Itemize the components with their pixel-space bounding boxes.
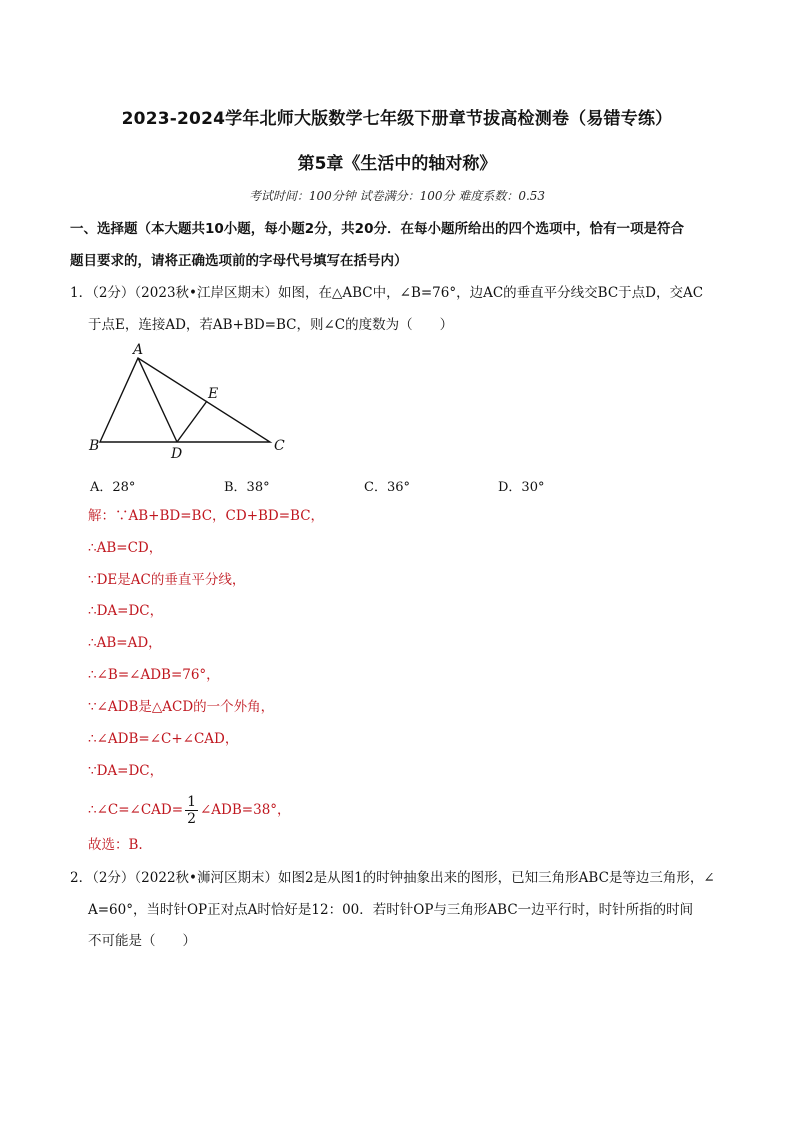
solution-line-8: ∴∠ADB=∠C+∠CAD， — [88, 731, 239, 747]
fraction-denominator: 2 — [187, 811, 196, 827]
question-2-line2: A=60°，当时针OP正对点A时恰好是12：00．若时针OP与三角形ABC一边平行时，时针所指的时间 — [88, 902, 694, 918]
fraction-numerator: 1 — [187, 794, 196, 810]
triangle-figure — [80, 338, 300, 466]
option-b[interactable]: B．38° — [224, 480, 270, 495]
question-1-line1: 1．（2分）（2023秋•江岸区期末）如图，在△ABC中，∠B=76°，边AC的垂直平分线交BC于点D，交AC — [70, 285, 704, 301]
solution-line-5: ∴AB=AD， — [88, 635, 162, 651]
question-2-line1: 2．（2分）（2022秋•浉河区期末）如图2是从图1的时钟抽象出来的图形，已知三角形ABC是等边三角形，∠ — [70, 870, 715, 886]
option-a[interactable]: A．28° — [90, 480, 136, 495]
document-title: 2023-2024学年北师大版数学七年级下册章节拔高检测卷（易错专练） — [121, 109, 673, 129]
solution-last-prefix: ∴∠C=∠CAD= — [88, 802, 184, 818]
question-1-line2: 于点E，连接AD，若AB+BD=BC，则∠C的度数为（ ） — [88, 317, 454, 333]
solution-line-4: ∴DA=DC， — [88, 603, 164, 619]
label-a: A — [133, 342, 144, 358]
label-d: D — [171, 446, 183, 462]
solution-line-10 — [88, 793, 291, 827]
label-c: C — [274, 438, 285, 454]
solution-last-suffix: ∠ADB=38°， — [200, 802, 291, 818]
triangle-abc — [100, 358, 270, 442]
solution-line-6: ∴∠B=∠ADB=76°， — [88, 667, 220, 683]
chapter-title: 第5章《生活中的轴对称》 — [297, 154, 497, 174]
solution-line-9: ∵DA=DC， — [88, 763, 164, 779]
exam-meta: 考试时间：100分钟 试卷满分：100分 难度系数：0.53 — [248, 189, 546, 203]
label-b: B — [89, 438, 100, 454]
answer-line: 故选：B. — [88, 837, 143, 853]
label-e: E — [208, 386, 219, 402]
option-d[interactable]: D．30° — [498, 480, 545, 495]
option-c[interactable]: C．36° — [364, 480, 410, 495]
solution-line-7: ∵∠ADB是△ACD的一个外角， — [88, 699, 275, 715]
solution-line-3: ∵DE是AC的垂直平分线， — [88, 572, 246, 588]
section-heading-line2: 题目要求的，请将正确选项前的字母代号填写在括号内） — [70, 253, 408, 269]
fraction-one-half — [185, 794, 198, 827]
solution-line-2: ∴AB=CD， — [88, 540, 163, 556]
solution-line-1: 解：∵AB+BD=BC，CD+BD=BC， — [88, 508, 325, 524]
question-2-line3: 不可能是（ ） — [88, 933, 196, 949]
section-heading-line1: 一、选择题（本大题共10小题，每小题2分，共20分．在每小题所给出的四个选项中，恰有一项是符合 — [70, 221, 684, 237]
segment-de — [177, 401, 207, 442]
